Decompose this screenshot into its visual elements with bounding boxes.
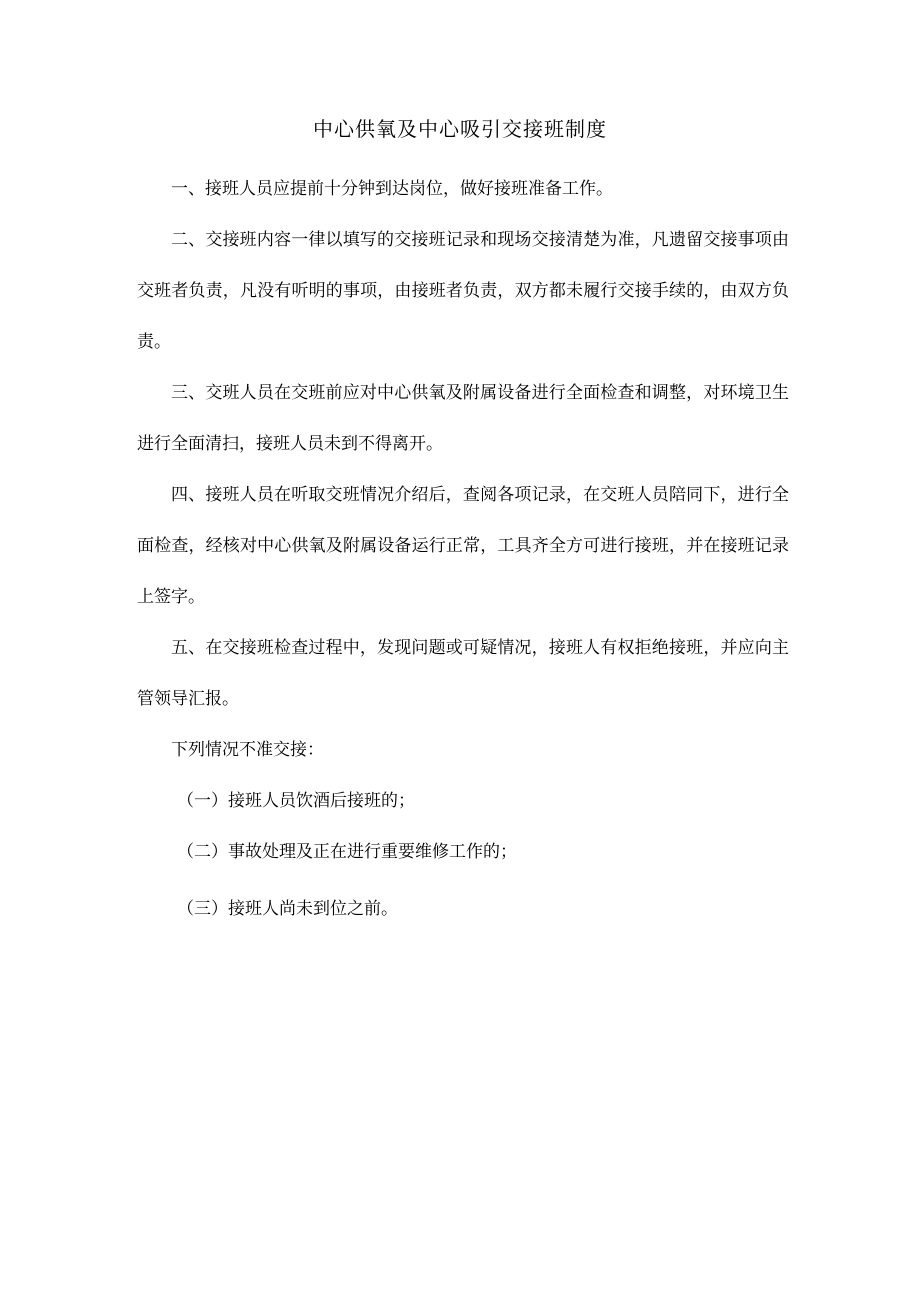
document-body xyxy=(137,164,789,935)
condition-item-2: （二）事故处理及正在进行重要维修工作的； xyxy=(177,842,517,862)
conditions-heading: 下列情况不准交接： xyxy=(171,740,324,760)
paragraph-3: 三、交班人员在交班前应对中心供氧及附属设备进行全面检查和调整，对环境卫生进行全面清扫，接班人员未到不得离开。 xyxy=(137,383,789,454)
condition-item-3: （三）接班人尚未到位之前。 xyxy=(177,899,398,919)
paragraph-5: 五、在交接班检查过程中，发现问题或可疑情况，接班人有权拒绝接班，并应向主管领导汇报。 xyxy=(137,638,789,709)
paragraph-2: 二、交接班内容一律以填写的交接班记录和现场交接清楚为准，凡遗留交接事项由交班者负责，凡没有听明的事项，由接班者负责，双方都未履行交接手续的，由双方负责。 xyxy=(137,230,789,352)
paragraph-1: 一、接班人员应提前十分钟到达岗位，做好接班准备工作。 xyxy=(171,179,613,199)
paragraph-4: 四、接班人员在听取交班情况介绍后，查阅各项记录，在交班人员陪同下，进行全面检查，经核对中心供氧及附属设备运行正常，工具齐全方可进行接班，并在接班记录上签字。 xyxy=(137,485,789,607)
condition-item-1: （一）接班人员饮酒后接班的； xyxy=(177,791,415,811)
document-title: 中心供氧及中心吸引交接班制度 xyxy=(313,117,607,141)
